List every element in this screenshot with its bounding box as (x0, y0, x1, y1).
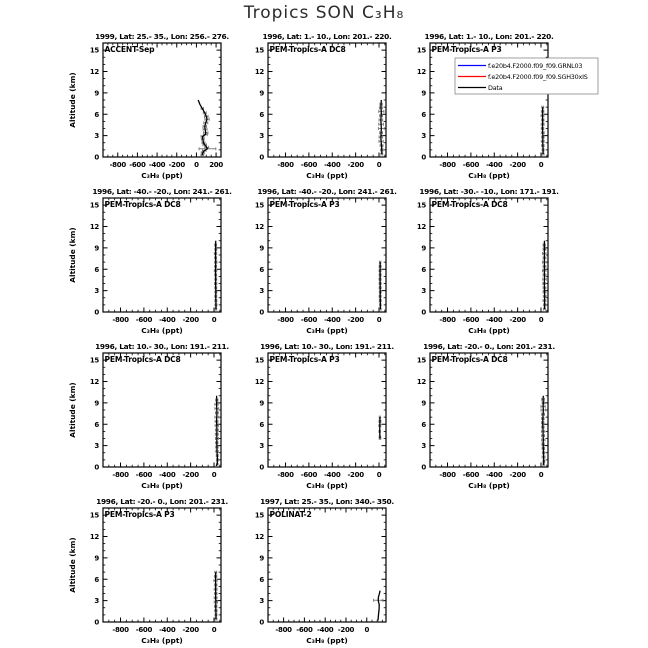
panel-header: 1996, Lat: -40.- -20., Lon: 241.- 261. (92, 187, 232, 196)
y-tick-label: 15 (254, 46, 264, 55)
panel-frame (268, 43, 386, 157)
y-tick-label: 6 (94, 110, 99, 119)
x-tick-label: -600 (462, 316, 480, 324)
y-tick-label: 12 (254, 223, 264, 231)
panel-3 (417, 32, 598, 180)
experiment-label: PEM-Tropics-A DC8 (104, 355, 181, 364)
panel-header: 1996, Lat: 10.- 30., Lon: 191.- 211. (95, 342, 229, 351)
panel-header: 1996, Lat: -30.- -10., Lon: 171.- 191. (419, 187, 559, 196)
panel-frame (268, 353, 386, 467)
x-axis-label: C₃H₈ (ppt) (141, 171, 183, 180)
y-tick-label: 6 (94, 265, 99, 274)
panel-7 (68, 342, 229, 490)
y-tick-label: 6 (421, 265, 426, 274)
data-profile-line (378, 591, 380, 621)
y-tick-label: 12 (89, 223, 99, 231)
experiment-label: PEM-Tropics-A P3 (104, 510, 175, 519)
x-tick-label: -400 (317, 626, 334, 634)
x-tick-label: -200 (182, 626, 199, 634)
x-tick-label: 0 (538, 161, 544, 169)
x-tick-label: -200 (347, 471, 364, 479)
y-tick-label: 3 (94, 132, 99, 141)
y-tick-label: 9 (259, 399, 264, 408)
y-tick-label: 12 (89, 68, 99, 76)
x-tick-label: 0 (364, 626, 370, 634)
experiment-label: PEM-Tropics-A P3 (269, 355, 340, 364)
y-tick-label: 12 (254, 68, 264, 76)
panel-frame (268, 198, 386, 312)
experiment-label: PEM-Tropics-A DC8 (104, 200, 181, 209)
panel-frame (268, 508, 386, 622)
y-tick-label: 15 (416, 201, 426, 210)
y-tick-label: 6 (259, 575, 264, 584)
y-tick-label: 15 (254, 201, 264, 210)
y-tick-label: 0 (421, 153, 426, 162)
x-axis-label: C₃H₈ (ppt) (141, 326, 183, 335)
y-tick-label: 6 (421, 420, 426, 429)
y-tick-label: 12 (416, 378, 426, 386)
panel-6 (417, 187, 559, 335)
x-tick-label: -400 (159, 471, 176, 479)
y-tick-label: 9 (94, 554, 99, 563)
x-tick-label: -800 (275, 626, 292, 634)
panel-9 (417, 342, 556, 490)
panel-header: 1999, Lat: 25.- 35., Lon: 256.- 276. (95, 32, 229, 41)
y-tick-label: 0 (94, 463, 99, 472)
y-tick-label: 9 (259, 89, 264, 98)
x-axis-label: C₃H₈ (ppt) (306, 326, 348, 335)
x-axis-label: C₃H₈ (ppt) (141, 481, 183, 490)
panel-frame (103, 353, 221, 467)
y-tick-label: 15 (89, 356, 99, 365)
y-tick-label: 0 (259, 153, 264, 162)
x-tick-label: -600 (300, 316, 318, 324)
y-tick-label: 3 (94, 287, 99, 296)
x-tick-label: 0 (538, 471, 544, 479)
y-axis-label: Altitude (km) (68, 537, 77, 593)
experiment-label: POLINAT-2 (269, 510, 312, 519)
x-tick-label: -800 (277, 471, 294, 479)
panel-header: 1996, Lat: 10.- 30., Lon: 191.- 211. (260, 342, 394, 351)
y-tick-label: 3 (421, 442, 426, 451)
x-tick-label: -600 (135, 316, 153, 324)
y-tick-label: 3 (259, 287, 264, 296)
experiment-label: PEM-Tropics-A DC8 (431, 200, 508, 209)
y-tick-label: 3 (94, 442, 99, 451)
y-tick-label: 9 (94, 89, 99, 98)
experiment-label: ACCENT-Sep (104, 45, 155, 54)
y-tick-label: 15 (89, 201, 99, 210)
x-tick-label: 0 (376, 316, 382, 324)
y-tick-label: 9 (421, 399, 426, 408)
y-tick-label: 9 (259, 554, 264, 563)
x-tick-label: 0 (376, 471, 382, 479)
x-tick-label: -800 (112, 471, 129, 479)
x-tick-label: -400 (159, 626, 176, 634)
y-axis-label: Altitude (km) (68, 72, 77, 128)
y-tick-label: 15 (89, 46, 99, 55)
y-tick-label: 12 (416, 68, 426, 76)
y-tick-label: 3 (259, 597, 264, 606)
y-tick-label: 3 (421, 132, 426, 141)
x-tick-label: -600 (135, 471, 153, 479)
y-tick-label: 0 (259, 618, 264, 627)
x-tick-label: 0 (538, 316, 544, 324)
y-tick-label: 12 (254, 378, 264, 386)
figure-title: Tropics SON C₃H₈ (243, 3, 405, 23)
x-tick-label: -600 (300, 471, 318, 479)
y-tick-label: 6 (259, 420, 264, 429)
panel-header: 1996, Lat: -40.- -20., Lon: 241.- 261. (257, 187, 397, 196)
y-tick-label: 15 (416, 46, 426, 55)
y-tick-label: 6 (94, 575, 99, 584)
y-tick-label: 0 (259, 463, 264, 472)
x-tick-label: -800 (439, 161, 456, 169)
panel-frame (430, 198, 548, 312)
y-tick-label: 9 (421, 89, 426, 98)
x-tick-label: 200 (209, 161, 223, 169)
x-axis-label: C₃H₈ (ppt) (468, 171, 510, 180)
panel-11 (255, 497, 395, 645)
x-tick-label: -200 (337, 626, 355, 634)
y-tick-label: 9 (259, 244, 264, 253)
legend-entry-label: f.e20b4.F2000.f09_f09.GRNL03 (488, 61, 583, 70)
x-tick-label: -400 (324, 471, 341, 479)
y-tick-label: 9 (94, 399, 99, 408)
x-tick-label: -600 (462, 471, 480, 479)
panel-header: 1996, Lat: -20.- 0., Lon: 201.- 231. (423, 342, 555, 351)
x-tick-label: -600 (462, 161, 480, 169)
x-tick-label: -800 (109, 161, 126, 169)
experiment-label: PEM-Tropics-A P3 (431, 45, 502, 54)
y-tick-label: 0 (94, 308, 99, 317)
x-tick-label: -200 (168, 161, 185, 169)
x-tick-label: -800 (277, 316, 294, 324)
x-axis-label: C₃H₈ (ppt) (468, 481, 510, 490)
y-tick-label: 9 (421, 244, 426, 253)
y-tick-label: 12 (89, 378, 99, 386)
x-tick-label: -600 (135, 626, 153, 634)
x-tick-label: -200 (347, 161, 364, 169)
y-axis-label: Altitude (km) (68, 227, 77, 283)
x-tick-label: -600 (296, 626, 313, 634)
y-tick-label: 3 (259, 132, 264, 141)
y-tick-label: 3 (94, 597, 99, 606)
panel-1 (68, 32, 229, 180)
x-tick-label: -800 (439, 471, 456, 479)
y-tick-label: 3 (421, 287, 426, 296)
panel-frame (103, 508, 221, 622)
y-tick-label: 12 (254, 533, 264, 541)
x-tick-label: 0 (194, 161, 199, 169)
y-tick-label: 6 (94, 420, 99, 429)
x-tick-label: 0 (211, 626, 217, 634)
y-axis-label: Altitude (km) (68, 382, 77, 438)
x-tick-label: -400 (324, 161, 341, 169)
x-tick-label: 0 (376, 161, 382, 169)
experiment-label: PEM-Tropics-A DC8 (431, 355, 508, 364)
panel-8 (255, 342, 395, 490)
panel-frame (430, 353, 548, 467)
x-axis-label: C₃H₈ (ppt) (306, 171, 348, 180)
y-tick-label: 15 (254, 511, 264, 520)
panel-5 (255, 187, 397, 335)
x-tick-label: -400 (486, 316, 503, 324)
y-tick-label: 6 (259, 110, 264, 119)
y-tick-label: 0 (94, 618, 99, 627)
legend-entry-label: Data (488, 83, 503, 92)
x-tick-label: -200 (347, 316, 364, 324)
y-tick-label: 9 (94, 244, 99, 253)
x-tick-label: -800 (277, 161, 294, 169)
legend-entry-label: f.e20b4.F2000.f09_f09.SGH30xIS (488, 72, 588, 81)
y-tick-label: 12 (416, 223, 426, 231)
x-tick-label: -400 (486, 161, 503, 169)
panel-frame (103, 198, 221, 312)
x-axis-label: C₃H₈ (ppt) (141, 636, 183, 645)
data-profile-line (543, 396, 544, 465)
x-tick-label: -200 (509, 471, 526, 479)
x-tick-label: -200 (509, 316, 526, 324)
experiment-label: PEM-Tropics-A P3 (269, 200, 340, 209)
x-tick-label: -600 (129, 161, 146, 169)
x-tick-label: -400 (486, 471, 503, 479)
x-tick-label: -600 (300, 161, 318, 169)
y-tick-label: 12 (89, 533, 99, 541)
y-tick-label: 3 (259, 442, 264, 451)
experiment-label: PEM-Tropics-A DC8 (269, 45, 346, 54)
x-tick-label: -800 (112, 316, 129, 324)
data-profile-line (543, 107, 544, 154)
panel-4 (68, 187, 232, 335)
panel-10 (68, 497, 228, 645)
panel-header: 1996, Lat: -20.- 0., Lon: 201.- 231. (96, 497, 228, 506)
y-tick-label: 6 (421, 110, 426, 119)
x-tick-label: -800 (439, 316, 456, 324)
y-tick-label: 6 (259, 265, 264, 274)
x-axis-label: C₃H₈ (ppt) (306, 481, 348, 490)
x-tick-label: -200 (182, 471, 199, 479)
y-tick-label: 15 (89, 511, 99, 520)
y-tick-label: 0 (259, 308, 264, 317)
x-tick-label: 0 (211, 471, 217, 479)
x-tick-label: -400 (148, 161, 166, 169)
y-tick-label: 0 (421, 463, 426, 472)
legend (455, 58, 598, 94)
y-tick-label: 15 (416, 356, 426, 365)
panel-header: 1997, Lat: 25.- 35., Lon: 340.- 350. (260, 497, 394, 506)
y-tick-label: 0 (94, 153, 99, 162)
x-tick-label: -200 (509, 161, 526, 169)
x-tick-label: -400 (324, 316, 341, 324)
x-tick-label: -800 (112, 626, 129, 634)
x-tick-label: -400 (159, 316, 176, 324)
panel-header: 1996, Lat: 1.- 10., Lon: 201.- 220. (424, 32, 554, 41)
panel-2 (255, 32, 392, 180)
panel-header: 1996, Lat: 1.- 10., Lon: 201.- 220. (262, 32, 392, 41)
x-tick-label: 0 (211, 316, 217, 324)
x-axis-label: C₃H₈ (ppt) (468, 326, 510, 335)
x-tick-label: -200 (182, 316, 199, 324)
x-axis-label: C₃H₈ (ppt) (306, 636, 348, 645)
y-tick-label: 15 (254, 356, 264, 365)
y-tick-label: 0 (421, 308, 426, 317)
